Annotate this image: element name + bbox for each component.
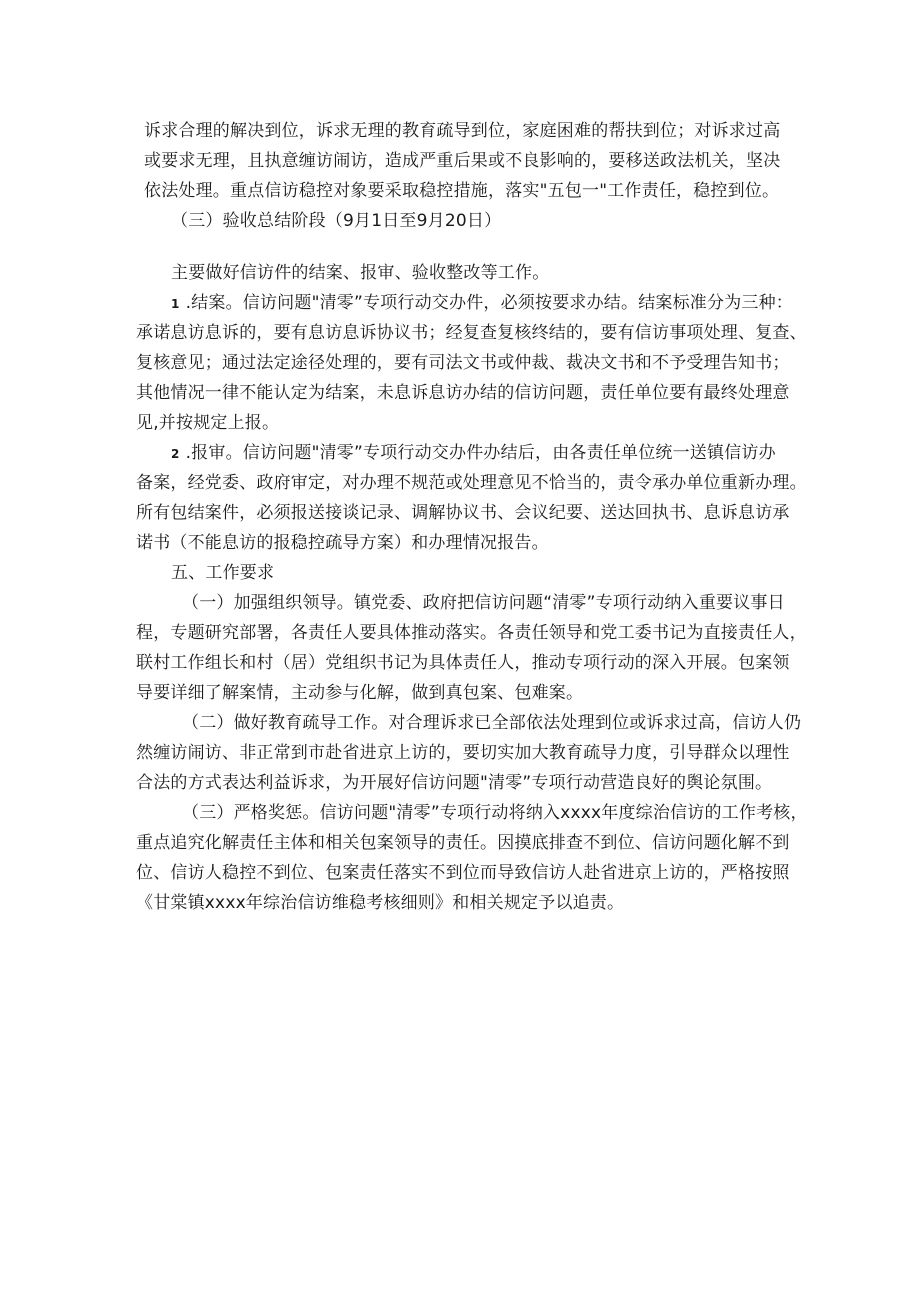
- paragraph-line: 《甘棠镇xxxx年综治信访维稳考核细则》和相关规定予以追责。: [136, 893, 625, 913]
- paragraph-line: 或要求无理，且执意缠访闹访，造成严重后果或不良影响的，要移送政法机关，坚决: [144, 151, 781, 171]
- numbered-line: [171, 442, 776, 465]
- paragraph-line: 见,并按规定上报。: [136, 413, 280, 433]
- paragraph-line: 位、信访人稳控不到位、包案责任落实不到位而导致信访人赴省进京上访的，严格按照: [136, 863, 790, 883]
- paragraph-line: 其他情况一律不能认定为结案，未息诉息访办结的信访问题，责任单位要有最终处理意: [136, 383, 790, 403]
- paragraph-line: 导要详细了解案情，主动参与化解，做到真包案、包难案。: [136, 683, 584, 703]
- paragraph-line: 备案，经党委、政府审定，对办理不规范或处理意见不恰当的，责令承办单位重新办理。: [136, 473, 807, 493]
- paragraph-line: 主要做好信访件的结案、报审、验收整改等工作。: [171, 263, 550, 283]
- paragraph-line: 依法处理。重点信访稳控对象要采取稳控措施，落实"五包一"工作责任，稳控到位。: [144, 181, 780, 201]
- paragraph-line: 所有包结案件，必须报送接谈记录、调解协议书、会议纪要、送达回执书、息诉息访承: [136, 503, 790, 523]
- paragraph-line: 合法的方式表达利益诉求，为开展好信访问题"清零”专项行动营造良好的舆论氛围。: [136, 773, 773, 793]
- paragraph-line: .报审。信访问题"清零”专项行动交办件办结后，由各责任单位统一送镇信访办: [185, 443, 776, 463]
- paragraph-line: .结案。信访问题"清零”专项行动交办件，必须按要求办结。结案标准分为三种：: [185, 293, 793, 313]
- paragraph-line: 诺书（不能息访的报稳控疏导方案）和办理情况报告。: [136, 533, 549, 553]
- section-heading: （三）验收总结阶段（9月1日至9月20日）: [171, 211, 502, 231]
- paragraph-line: 程，专题研究部署，各责任人要具体推动落实。各责任领导和党工委书记为直接责任人，: [136, 623, 807, 643]
- paragraph-line: 重点追究化解责任主体和相关包案领导的责任。因摸底排查不到位、信访问题化解不到: [136, 833, 790, 853]
- paragraph-line: 诉求合理的解决到位，诉求无理的教育疏导到位，家庭困难的帮扶到位；对诉求过高: [144, 121, 781, 141]
- paragraph-line: （一）加强组织领导。镇党委、政府把信访问题“清零”专项行动纳入重要议事日: [182, 593, 785, 613]
- paragraph-line: 复核意见；通过法定途径处理的，要有司法文书或仲裁、裁决文书和不予受理告知书；: [136, 353, 790, 373]
- paragraph-line: 然缠访闹访、非正常到市赴省进京上访的，要切实加大教育疏导力度，引导群众以理性: [136, 743, 790, 763]
- paragraph-line: （二）做好教育疏导工作。对合理诉求已全部依法处理到位或诉求过高，信访人仍: [182, 713, 802, 733]
- item-number: 2: [171, 447, 180, 461]
- paragraph-line: 承诺息访息诉的，要有息访息诉协议书；经复查复核终结的，要有信访事项处理、复查、: [136, 323, 807, 343]
- item-number: 1: [171, 297, 180, 311]
- paragraph-line: （三）严格奖惩。信访问题"清零”专项行动将纳入xxxx年度综治信访的工作考核，: [182, 803, 808, 823]
- numbered-line: [171, 292, 793, 315]
- section-heading: 五、工作要求: [171, 563, 275, 583]
- paragraph-line: 联村工作组长和村（居）党组织书记为具体责任人，推动专项行动的深入开展。包案领: [136, 653, 790, 673]
